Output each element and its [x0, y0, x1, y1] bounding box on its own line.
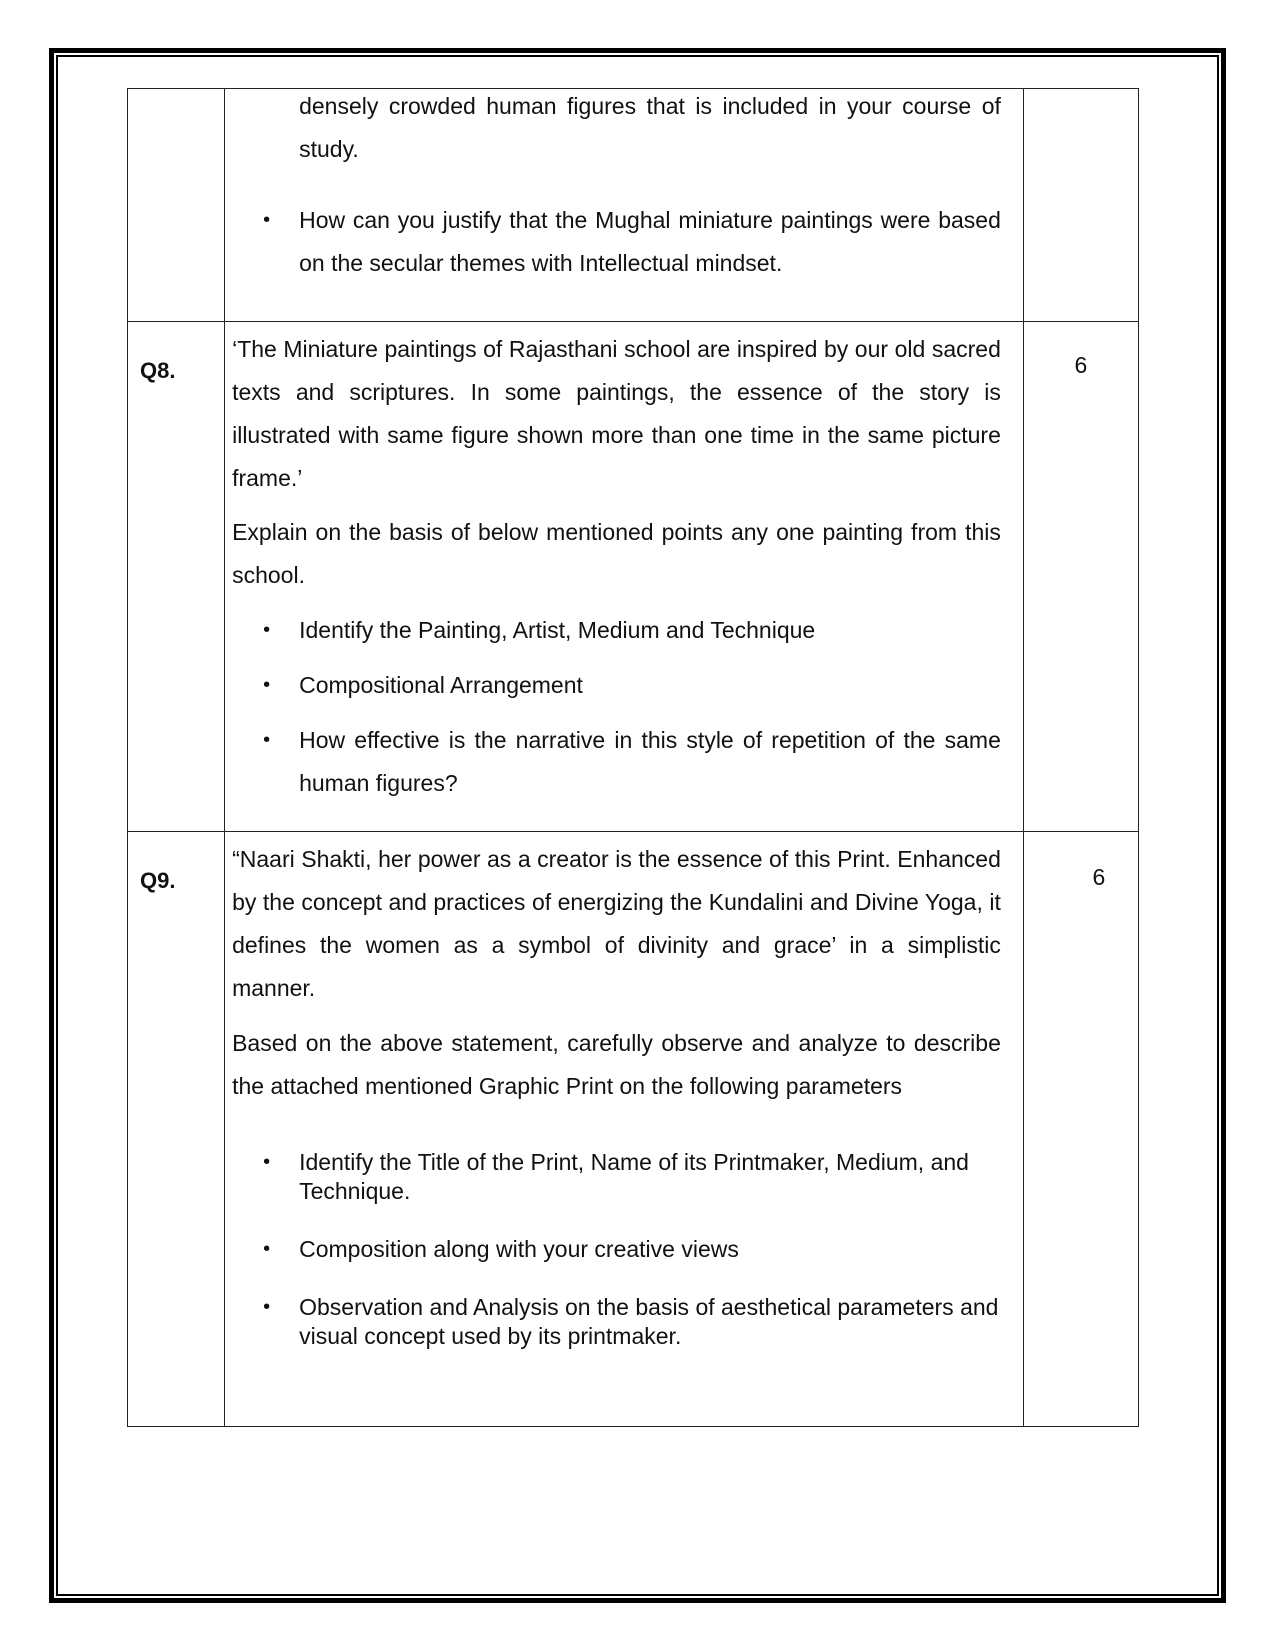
question-table	[127, 88, 1139, 1427]
question-quote: ‘The Miniature paintings of Rajasthani school are inspired by our old sacred texts and scriptures. In some paintings, the essence of the story is illustrated with same figure shown more than one time in the same picture frame.’	[232, 336, 1001, 491]
question-number: Q9.	[140, 868, 176, 893]
bullet-item: • How can you justify that the Mughal miniature paintings were based on the secular themes with Intellectual mindset.	[225, 199, 1023, 285]
table-row-q8	[128, 322, 1139, 832]
bullet-item: • Composition along with your creative views	[263, 1236, 739, 1262]
marks-cell	[1023, 832, 1138, 1427]
question-number: Q8.	[140, 358, 176, 383]
question-quote: “Naari Shakti, her power as a creator is the essence of this Print. Enhanced by the concept and practices of energizing the Kundalini and Divine Yoga, it defines the women as a symbol of divinity and grace’ in a simplistic manner.	[232, 846, 1001, 1001]
table-row-continued	[128, 89, 1139, 322]
question-instruction: Based on the above statement, carefully observe and analyze to describe the attached mentioned Graphic Print on the following parameters	[232, 1030, 1001, 1099]
bullet-icon: •	[263, 209, 271, 231]
bullet-item: • Identify the Painting, Artist, Medium and Technique	[225, 609, 1023, 652]
bullet-item: • Compositional Arrangement	[225, 664, 1023, 707]
marks-value: 6	[1074, 352, 1088, 378]
continued-text: densely crowded human figures that is included in your course of study.	[299, 93, 1001, 162]
question-instruction: Explain on the basis of below mentioned points any one painting from this school.	[232, 519, 1001, 588]
marks-cell	[1023, 89, 1138, 322]
question-number-cell	[128, 89, 225, 322]
bullet-icon: •	[263, 1296, 271, 1318]
question-body-cell	[225, 89, 1024, 322]
bullet-icon: •	[263, 619, 271, 641]
bullet-icon: •	[263, 1238, 271, 1260]
marks-cell	[1023, 322, 1138, 832]
question-number-cell	[128, 832, 225, 1427]
bullet-item: • Observation and Analysis on the basis of aesthetical parameters and visual concept used by its printmaker.	[263, 1294, 999, 1349]
bullet-item: • How effective is the narrative in this style of repetition of the same human figures?	[225, 719, 1023, 805]
bullet-icon: •	[263, 674, 271, 696]
question-body-cell	[225, 832, 1024, 1427]
bullet-item: • Identify the Title of the Print, Name of its Printmaker, Medium, and Technique.	[263, 1149, 969, 1204]
question-body-cell	[225, 322, 1024, 832]
table-row-q9	[128, 832, 1139, 1427]
marks-value: 6	[1092, 864, 1106, 890]
bullet-icon: •	[263, 729, 271, 751]
question-number-cell	[128, 322, 225, 832]
bullet-icon: •	[263, 1151, 271, 1173]
